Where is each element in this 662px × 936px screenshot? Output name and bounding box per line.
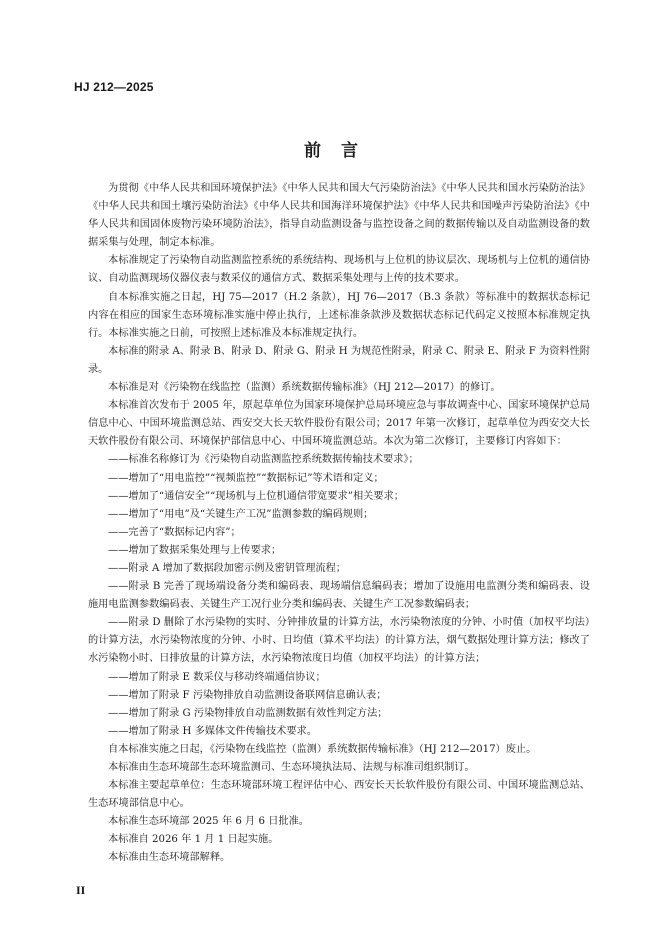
paragraph: 自本标准实施之日起，HJ 75—2017（H.2 条款），HJ 76—2017（B.3 条款）等标准中的数据状态标记内容在相应的国家生态环境标准实施中停止执行，上述标准条款涉及数据状态标记代码定义按照本标准规定执行。本标准实施之日前，可按照上述标准及本标准规定执行。 xyxy=(88,291,590,339)
revision-item: ——附录 B 完善了现场端设备分类和编码表、现场端信息编码表；增加了设施用电监测分类和编码表、设施用电监测参数编码表、关键生产工况行业分类和编码表、关键生产工况参数编码表； xyxy=(88,581,590,611)
paragraph: 本标准自 2026 年 1 月 1 日起实施。 xyxy=(108,834,279,846)
paragraph: 为贯彻《中华人民共和国环境保护法》《中华人民共和国大气污染防治法》《中华人民共和国水污染防治法》《中华人民共和国土壤污染防治法》《中华人民共和国海洋环境保护法》《中华人民共和国噪声污染防治法》《中华人民共和国固体废物污染环境防治法》，指导自动监测设备与监控设备之间的数据传输以及自动监测设备的数据采集与处理，制定本标准。 xyxy=(88,183,590,249)
page-number: II xyxy=(76,883,86,897)
page-title: 前言 xyxy=(304,141,378,161)
revision-item: ——附录 A 增加了数据段加密示例及密钥管理流程； xyxy=(108,562,346,574)
paragraph: 本标准由生态环境部生态环境监测司、生态环境执法局、法规与标准司组织制订。 xyxy=(108,762,475,773)
revision-item: ——增加了附录 F 污染物排放自动监测设备联网信息确认表； xyxy=(108,689,387,701)
paragraph: 本标准主要起草单位：生态环境部环境工程评估中心、西安长天长软件股份有限公司、中国环境监测总站、生态环境部信息中心。 xyxy=(88,780,590,810)
revision-item: ——增加了附录 H 多媒体文件传输技术要求。 xyxy=(108,725,317,737)
standard-code: HJ 212—2025 xyxy=(74,80,154,94)
revision-item: ——增加了“通信安全”“现场机与上位机通信带宽要求”相关要求； xyxy=(108,490,404,502)
revision-item: ——增加了附录 E 数采仪与移动终端通信协议； xyxy=(108,671,326,683)
paragraph: 自本标准实施之日起，《污染物在线监控（监测）系统数据传输标准》（HJ 212—2017）废止。 xyxy=(108,743,537,755)
revision-item: ——增加了“用电”及“关键生产工况”监测参数的编码规则； xyxy=(108,508,374,520)
paragraph: 本标准首次发布于 2005 年，原起草单位为国家环境保护总局环境应急与事故调查中心、国家环境保护总局信息中心、中国环境监测总站、西安交大长天软件股份有限公司；2017 年第一次修订，起草单位为西安交大长天软件股份有限公司、环境保护部信息中心、中国环境监测总站。本次为第二次修订，主要修订内容如下： xyxy=(88,400,590,448)
paragraph: 本标准的附录 A、附录 B、附录 D、附录 G、附录 H 为规范性附录，附录 C、附录 E、附录 F 为资料性附录。 xyxy=(88,345,590,375)
paragraph: 本标准由生态环境部解释。 xyxy=(108,852,231,864)
revision-item: ——完善了“数据标记内容”； xyxy=(108,526,241,538)
revision-item: ——标准名称修订为《污染物自动监测监控系统数据传输技术要求》； xyxy=(108,454,419,466)
foreword-body xyxy=(88,180,590,868)
revision-item: ——增加了数据采集处理与上传要求； xyxy=(108,544,282,556)
paragraph: 本标准是对《污染物在线监控（监测）系统数据传输标准》（HJ 212—2017）的修订。 xyxy=(108,382,501,394)
paragraph: 本标准生态环境部 2025 年 6 月 6 日批准。 xyxy=(108,816,309,828)
revision-item: ——增加了附录 G 污染物排放自动监测数据有效性判定方法； xyxy=(108,707,388,719)
revision-item: ——增加了“用电监控”“视频监控”“数据标记”等术语和定义； xyxy=(108,472,384,484)
revision-item: ——附录 D 删除了水污染物的实时、分钟排放量的计算方法，水污染物浓度的分钟、小时值（加权平均法）的计算方法，水污染物浓度的分钟、小时、日均值（算术平均法）的计算方法，烟气数据处理计算方法；修改了水污染物小时、日排放量的计算方法，水污染物浓度日均值（加权平均法）的计算方法； xyxy=(88,617,590,665)
paragraph: 本标准规定了污染物自动监测监控系统的系统结构、现场机与上位机的协议层次、现场机与上位机的通信协议、自动监测现场仪器仪表与数采仪的通信方式、数据采集处理与上传的技术要求。 xyxy=(88,255,590,285)
